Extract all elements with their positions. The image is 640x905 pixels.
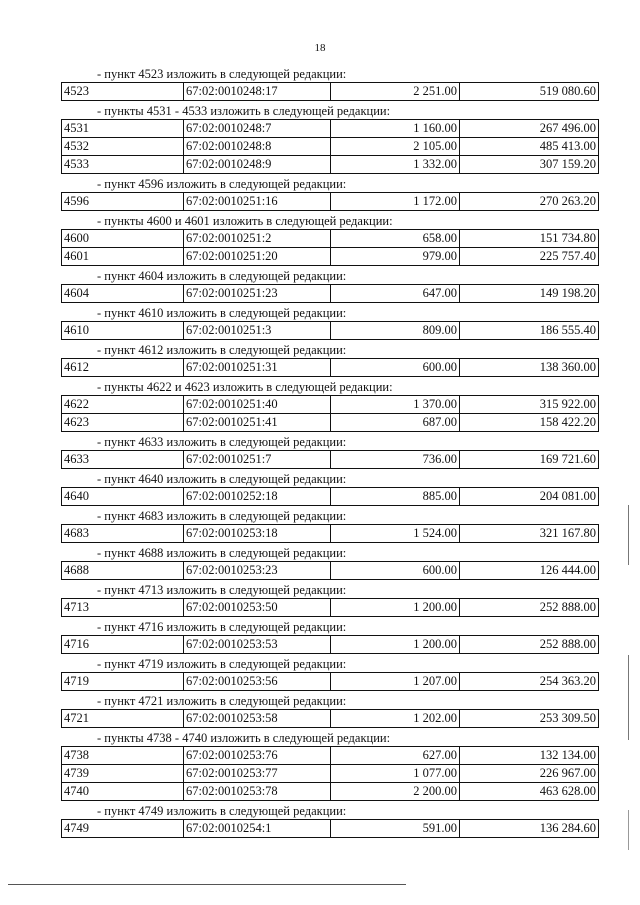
cost-cell: 267 496.00 <box>460 120 599 138</box>
cadastral-number-cell: 67:02:0010251:3 <box>184 322 331 340</box>
scan-edge-mark <box>628 810 629 850</box>
table-row <box>62 414 599 432</box>
item-number-cell: 4604 <box>62 285 184 303</box>
cadastral-number-cell: 67:02:0010251:16 <box>184 193 331 211</box>
area-cell: 591.00 <box>331 820 460 838</box>
scan-edge-mark <box>628 655 629 740</box>
cost-cell: 204 081.00 <box>460 488 599 506</box>
section-heading: - пункт 4610 изложить в следующей редакции: <box>97 306 347 320</box>
section-heading: - пункты 4622 и 4623 изложить в следующей редакции: <box>97 380 393 394</box>
records-table <box>61 229 599 266</box>
section-heading: - пункт 4721 изложить в следующей редакции: <box>97 694 347 708</box>
cadastral-number-cell: 67:02:0010253:23 <box>184 562 331 580</box>
cost-cell: 485 413.00 <box>460 138 599 156</box>
area-cell: 1 202.00 <box>331 710 460 728</box>
cost-cell: 519 080.60 <box>460 83 599 101</box>
cadastral-number-cell: 67:02:0010251:23 <box>184 285 331 303</box>
table-row <box>62 285 599 303</box>
records-table <box>61 82 599 101</box>
cost-cell: 315 922.00 <box>460 396 599 414</box>
cadastral-number-cell: 67:02:0010254:1 <box>184 820 331 838</box>
area-cell: 647.00 <box>331 285 460 303</box>
item-number-cell: 4531 <box>62 120 184 138</box>
item-number-cell: 4523 <box>62 83 184 101</box>
page-number: 18 <box>314 42 326 54</box>
section-heading: - пункт 4683 изложить в следующей редакции: <box>97 509 347 523</box>
section-heading: - пункт 4713 изложить в следующей редакции: <box>97 583 347 597</box>
section-heading: - пункты 4738 - 4740 изложить в следующей редакции: <box>97 731 391 745</box>
table-row <box>62 322 599 340</box>
table-row <box>62 525 599 543</box>
item-number-cell: 4713 <box>62 599 184 617</box>
area-cell: 736.00 <box>331 451 460 469</box>
cost-cell: 463 628.00 <box>460 783 599 801</box>
records-table <box>61 598 599 617</box>
item-number-cell: 4596 <box>62 193 184 211</box>
area-cell: 1 207.00 <box>331 673 460 691</box>
cadastral-number-cell: 67:02:0010251:41 <box>184 414 331 432</box>
section-heading: - пункт 4604 изложить в следующей редакции: <box>97 269 347 283</box>
item-number-cell: 4532 <box>62 138 184 156</box>
cost-cell: 151 734.80 <box>460 230 599 248</box>
area-cell: 2 200.00 <box>331 783 460 801</box>
section-heading: - пункт 4716 изложить в следующей редакции: <box>97 620 347 634</box>
cost-cell: 252 888.00 <box>460 636 599 654</box>
table-row <box>62 488 599 506</box>
section-heading: - пункт 4640 изложить в следующей редакции: <box>97 472 347 486</box>
area-cell: 1 524.00 <box>331 525 460 543</box>
table-row <box>62 120 599 138</box>
cost-cell: 225 757.40 <box>460 248 599 266</box>
item-number-cell: 4721 <box>62 710 184 728</box>
table-row <box>62 83 599 101</box>
area-cell: 1 200.00 <box>331 599 460 617</box>
cost-cell: 126 444.00 <box>460 562 599 580</box>
records-table <box>61 192 599 211</box>
table-row <box>62 156 599 174</box>
cost-cell: 158 422.20 <box>460 414 599 432</box>
records-table <box>61 561 599 580</box>
cadastral-number-cell: 67:02:0010248:17 <box>184 83 331 101</box>
records-table <box>61 487 599 506</box>
cost-cell: 186 555.40 <box>460 322 599 340</box>
cadastral-number-cell: 67:02:0010248:7 <box>184 120 331 138</box>
cost-cell: 254 363.20 <box>460 673 599 691</box>
table-row <box>62 710 599 728</box>
item-number-cell: 4612 <box>62 359 184 377</box>
table-row <box>62 193 599 211</box>
cost-cell: 226 967.00 <box>460 765 599 783</box>
table-row <box>62 451 599 469</box>
records-table <box>61 709 599 728</box>
area-cell: 1 370.00 <box>331 396 460 414</box>
item-number-cell: 4683 <box>62 525 184 543</box>
section-heading: - пункт 4612 изложить в следующей редакции: <box>97 343 347 357</box>
table-row <box>62 636 599 654</box>
section-heading: - пункт 4596 изложить в следующей редакции: <box>97 177 347 191</box>
area-cell: 2 251.00 <box>331 83 460 101</box>
area-cell: 1 172.00 <box>331 193 460 211</box>
cost-cell: 253 309.50 <box>460 710 599 728</box>
records-table <box>61 321 599 340</box>
cadastral-number-cell: 67:02:0010253:53 <box>184 636 331 654</box>
item-number-cell: 4633 <box>62 451 184 469</box>
area-cell: 600.00 <box>331 359 460 377</box>
table-row <box>62 230 599 248</box>
area-cell: 885.00 <box>331 488 460 506</box>
item-number-cell: 4623 <box>62 414 184 432</box>
table-row <box>62 673 599 691</box>
item-number-cell: 4533 <box>62 156 184 174</box>
area-cell: 658.00 <box>331 230 460 248</box>
cadastral-number-cell: 67:02:0010251:7 <box>184 451 331 469</box>
cadastral-number-cell: 67:02:0010253:56 <box>184 673 331 691</box>
area-cell: 627.00 <box>331 747 460 765</box>
records-table <box>61 450 599 469</box>
records-table <box>61 672 599 691</box>
item-number-cell: 4716 <box>62 636 184 654</box>
cost-cell: 252 888.00 <box>460 599 599 617</box>
records-table <box>61 746 599 801</box>
cadastral-number-cell: 67:02:0010253:76 <box>184 747 331 765</box>
section-heading: - пункты 4531 - 4533 изложить в следующей редакции: <box>97 104 391 118</box>
item-number-cell: 4688 <box>62 562 184 580</box>
section-heading: - пункт 4633 изложить в следующей редакции: <box>97 435 347 449</box>
area-cell: 687.00 <box>331 414 460 432</box>
cadastral-number-cell: 67:02:0010253:77 <box>184 765 331 783</box>
item-number-cell: 4749 <box>62 820 184 838</box>
cost-cell: 149 198.20 <box>460 285 599 303</box>
cost-cell: 136 284.60 <box>460 820 599 838</box>
area-cell: 2 105.00 <box>331 138 460 156</box>
item-number-cell: 4601 <box>62 248 184 266</box>
cadastral-number-cell: 67:02:0010253:18 <box>184 525 331 543</box>
item-number-cell: 4719 <box>62 673 184 691</box>
cadastral-number-cell: 67:02:0010253:50 <box>184 599 331 617</box>
cadastral-number-cell: 67:02:0010251:31 <box>184 359 331 377</box>
records-table <box>61 819 599 838</box>
area-cell: 600.00 <box>331 562 460 580</box>
table-row <box>62 783 599 801</box>
section-heading: - пункты 4600 и 4601 изложить в следующей редакции: <box>97 214 393 228</box>
records-table <box>61 524 599 543</box>
cost-cell: 270 263.20 <box>460 193 599 211</box>
table-row <box>62 562 599 580</box>
cost-cell: 132 134.00 <box>460 747 599 765</box>
scan-edge-mark <box>628 505 629 565</box>
cadastral-number-cell: 67:02:0010248:9 <box>184 156 331 174</box>
cadastral-number-cell: 67:02:0010252:18 <box>184 488 331 506</box>
area-cell: 979.00 <box>331 248 460 266</box>
table-row <box>62 599 599 617</box>
area-cell: 1 160.00 <box>331 120 460 138</box>
cost-cell: 138 360.00 <box>460 359 599 377</box>
table-row <box>62 820 599 838</box>
cadastral-number-cell: 67:02:0010251:2 <box>184 230 331 248</box>
records-table <box>61 395 599 432</box>
cost-cell: 307 159.20 <box>460 156 599 174</box>
cost-cell: 321 167.80 <box>460 525 599 543</box>
table-row <box>62 747 599 765</box>
section-heading: - пункт 4749 изложить в следующей редакции: <box>97 804 347 818</box>
table-row <box>62 359 599 377</box>
item-number-cell: 4738 <box>62 747 184 765</box>
document-body <box>61 67 599 841</box>
records-table <box>61 635 599 654</box>
cadastral-number-cell: 67:02:0010251:40 <box>184 396 331 414</box>
cadastral-number-cell: 67:02:0010251:20 <box>184 248 331 266</box>
item-number-cell: 4739 <box>62 765 184 783</box>
bottom-rule <box>8 884 406 885</box>
area-cell: 1 332.00 <box>331 156 460 174</box>
records-table <box>61 358 599 377</box>
item-number-cell: 4622 <box>62 396 184 414</box>
section-heading: - пункт 4523 изложить в следующей редакции: <box>97 67 347 81</box>
cadastral-number-cell: 67:02:0010248:8 <box>184 138 331 156</box>
section-heading: - пункт 4688 изложить в следующей редакции: <box>97 546 347 560</box>
area-cell: 1 200.00 <box>331 636 460 654</box>
area-cell: 1 077.00 <box>331 765 460 783</box>
section-heading: - пункт 4719 изложить в следующей редакции: <box>97 657 347 671</box>
records-table <box>61 119 599 174</box>
records-table <box>61 284 599 303</box>
item-number-cell: 4600 <box>62 230 184 248</box>
cadastral-number-cell: 67:02:0010253:58 <box>184 710 331 728</box>
item-number-cell: 4640 <box>62 488 184 506</box>
cost-cell: 169 721.60 <box>460 451 599 469</box>
item-number-cell: 4740 <box>62 783 184 801</box>
table-row <box>62 396 599 414</box>
table-row <box>62 765 599 783</box>
table-row <box>62 138 599 156</box>
item-number-cell: 4610 <box>62 322 184 340</box>
area-cell: 809.00 <box>331 322 460 340</box>
table-row <box>62 248 599 266</box>
cadastral-number-cell: 67:02:0010253:78 <box>184 783 331 801</box>
